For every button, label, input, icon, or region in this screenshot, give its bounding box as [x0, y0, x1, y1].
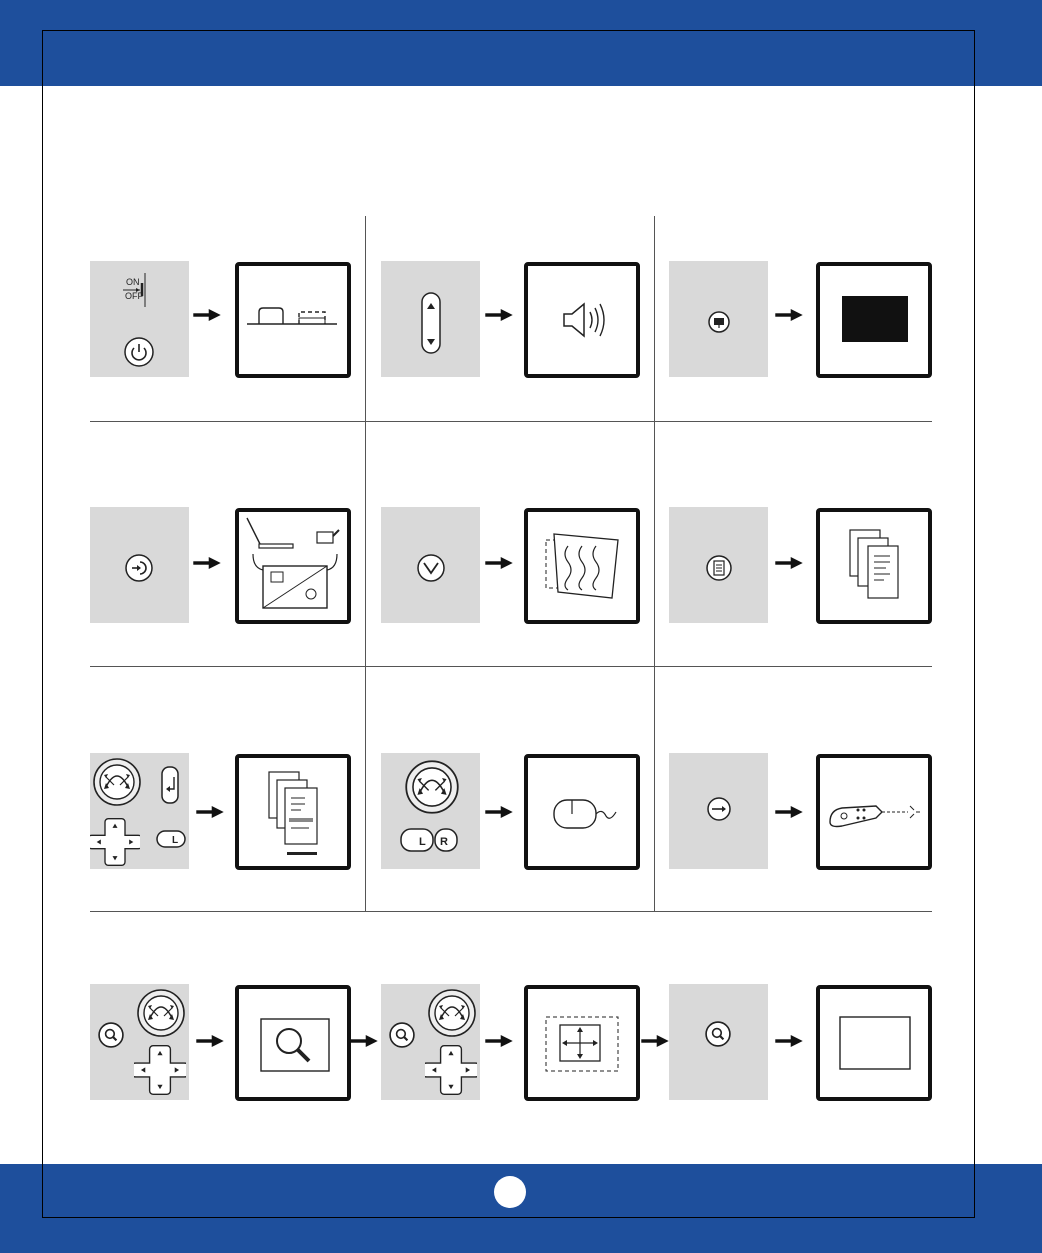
arrow-icon — [196, 806, 224, 818]
keystone-icon[interactable] — [418, 555, 444, 581]
arrow-icon — [196, 1035, 224, 1047]
arrow-icon — [775, 557, 803, 569]
arrow-icon — [485, 557, 513, 569]
distorted-image-icon — [524, 508, 640, 624]
svg-text:L: L — [419, 836, 426, 848]
magnifier-icon[interactable] — [99, 1023, 123, 1047]
arrow-icon — [641, 1035, 669, 1047]
row-divider-3 — [90, 911, 932, 912]
blank-button-icon[interactable] — [709, 312, 729, 332]
black-screen-icon — [816, 262, 932, 378]
joystick-icon[interactable] — [429, 990, 475, 1036]
menu-icon[interactable] — [707, 556, 731, 580]
source-icon[interactable] — [126, 555, 152, 581]
volume-button-panel — [381, 261, 480, 377]
off-label: OFF — [125, 291, 143, 301]
pan-panel — [381, 984, 480, 1100]
document-pages-icon — [816, 508, 932, 624]
column-divider-1 — [365, 216, 366, 912]
arrow-icon — [193, 557, 221, 569]
arrow-icon — [350, 1035, 378, 1047]
dpad-icon[interactable] — [90, 819, 145, 866]
arrow-icon — [485, 309, 513, 321]
magnifier-icon[interactable] — [390, 1023, 414, 1047]
laser-button-icon[interactable] — [708, 798, 730, 820]
arrow-icon — [775, 806, 803, 818]
svg-text:L: L — [172, 835, 179, 846]
power-button-panel — [90, 261, 189, 377]
keystone-button-panel — [381, 507, 480, 623]
page-number-dot — [494, 1176, 526, 1208]
zoom-icon — [235, 985, 351, 1101]
normal-frame-icon — [816, 985, 932, 1101]
magnifier-icon[interactable] — [706, 1022, 730, 1046]
arrow-icon — [775, 309, 803, 321]
mouse-right-button[interactable] — [435, 829, 457, 851]
navigation-panel — [90, 753, 189, 869]
svg-text:R: R — [440, 836, 448, 848]
arrow-icon — [775, 1035, 803, 1047]
arrow-icon — [485, 1035, 513, 1047]
joystick-icon[interactable] — [138, 990, 184, 1036]
zoom-out-panel — [669, 984, 768, 1100]
blank-button-panel — [669, 261, 768, 377]
mouse-icon — [524, 754, 640, 870]
arrow-icon — [485, 806, 513, 818]
on-label: ON — [126, 277, 140, 287]
l-button[interactable] — [157, 831, 185, 847]
mouse-left-button[interactable] — [401, 829, 433, 851]
row-divider-1 — [90, 421, 932, 422]
pan-arrows-icon — [524, 985, 640, 1101]
menu-selection-icon — [235, 754, 351, 870]
joystick-icon[interactable] — [406, 761, 458, 813]
laser-pointer-icon — [816, 754, 932, 870]
volume-up-down-icon[interactable] — [422, 293, 440, 353]
dpad-icon[interactable] — [129, 1046, 189, 1095]
laser-button-panel — [669, 753, 768, 869]
column-divider-2 — [654, 216, 655, 912]
projector-lens-icon — [235, 262, 351, 378]
source-switch-icon — [235, 508, 351, 624]
mouse-control-panel — [381, 753, 480, 869]
source-button-panel — [90, 507, 189, 623]
speaker-icon — [524, 262, 640, 378]
dpad-icon[interactable] — [420, 1046, 480, 1095]
zoom-in-panel — [90, 984, 189, 1100]
power-icon[interactable] — [125, 338, 153, 366]
menu-button-panel — [669, 507, 768, 623]
enter-icon[interactable] — [162, 767, 178, 803]
joystick-icon[interactable] — [94, 759, 140, 805]
row-divider-2 — [90, 666, 932, 667]
arrow-icon — [193, 309, 221, 321]
